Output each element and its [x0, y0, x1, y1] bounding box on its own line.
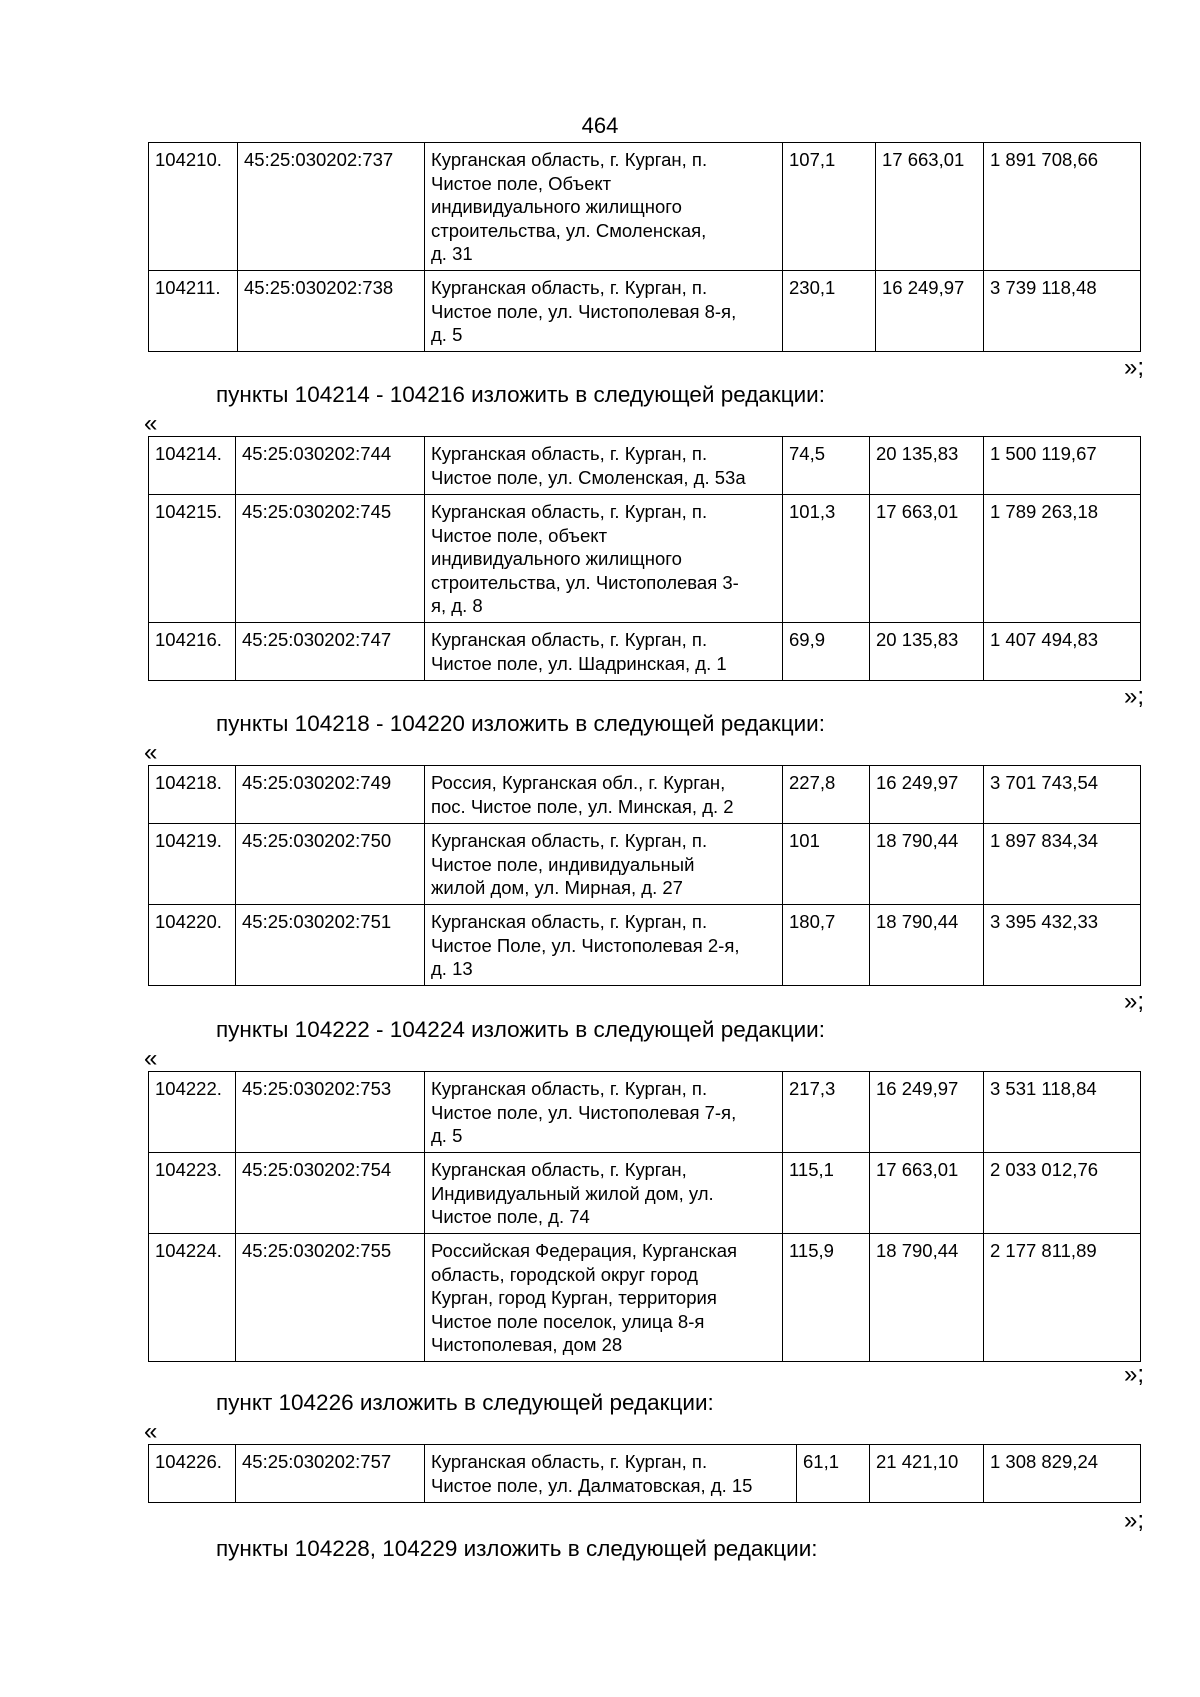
table-row: [149, 766, 1141, 824]
specific-value: 18 790,44: [870, 1234, 984, 1362]
specific-value: 18 790,44: [870, 824, 984, 905]
address: Курганская область, г. Курган, п. Чистое поле, ул. Далматовская, д. 15: [425, 1445, 797, 1503]
table-row: [149, 824, 1141, 905]
cadastral-value: 3 701 743,54: [984, 766, 1141, 824]
row-number: 104226.: [149, 1445, 236, 1503]
area: 115,1: [783, 1153, 870, 1234]
specific-value: 20 135,83: [870, 623, 984, 681]
row-number: 104214.: [149, 437, 236, 495]
specific-value: 18 790,44: [870, 905, 984, 986]
address: Курганская область, г. Курган, п. Чистое поле, Объект индивидуального жилищного строительства, ул. Смоленская, д. 31: [425, 143, 783, 271]
cadastral-number: 45:25:030202:749: [236, 766, 425, 824]
specific-value: 17 663,01: [870, 1153, 984, 1234]
address: Курганская область, г. Курган, п. Чистое поле, объект индивидуального жилищного строительства, ул. Чистополевая 3- я, д. 8: [425, 495, 783, 623]
row-number: 104222.: [149, 1072, 236, 1153]
row-number: 104219.: [149, 824, 236, 905]
address: Курганская область, г. Курган, п. Чистое поле, индивидуальный жилой дом, ул. Мирная, д. 27: [425, 824, 783, 905]
closing-quote: »;: [1124, 1507, 1145, 1534]
table-row: [149, 1153, 1141, 1234]
table-row: [149, 1445, 1141, 1503]
opening-quote: «: [144, 1045, 158, 1072]
cadastral-number: 45:25:030202:745: [236, 495, 425, 623]
table-row: [149, 143, 1141, 271]
closing-quote: »;: [1124, 354, 1145, 381]
specific-value: 21 421,10: [870, 1445, 984, 1503]
cadastral-value: 1 897 834,34: [984, 824, 1141, 905]
cadastral-number: 45:25:030202:757: [236, 1445, 425, 1503]
specific-value: 17 663,01: [876, 143, 984, 271]
registry-table-1: [148, 142, 1141, 352]
opening-quote: «: [144, 1418, 158, 1445]
area: 180,7: [783, 905, 870, 986]
instruction-text: пункт 104226 изложить в следующей редакции:: [216, 1390, 714, 1415]
row-number: 104220.: [149, 905, 236, 986]
table-row: [149, 905, 1141, 986]
address: Курганская область, г. Курган, Индивидуальный жилой дом, ул. Чистое поле, д. 74: [425, 1153, 783, 1234]
cadastral-value: 2 177 811,89: [984, 1234, 1141, 1362]
address: Россия, Курганская обл., г. Курган, пос. Чистое поле, ул. Минская, д. 2: [425, 766, 783, 824]
registry-table-5: [148, 1444, 1141, 1503]
row-number: 104216.: [149, 623, 236, 681]
cadastral-number: 45:25:030202:754: [236, 1153, 425, 1234]
address: Курганская область, г. Курган, п. Чистое поле, ул. Смоленская, д. 53а: [425, 437, 783, 495]
row-number: 104224.: [149, 1234, 236, 1362]
registry-table-3: [148, 765, 1141, 986]
cadastral-number: 45:25:030202:738: [238, 271, 425, 352]
table-row: [149, 623, 1141, 681]
specific-value: 17 663,01: [870, 495, 984, 623]
specific-value: 16 249,97: [870, 766, 984, 824]
row-number: 104215.: [149, 495, 236, 623]
area: 217,3: [783, 1072, 870, 1153]
area: 74,5: [783, 437, 870, 495]
cadastral-value: 1 308 829,24: [984, 1445, 1141, 1503]
area: 101: [783, 824, 870, 905]
instruction-text: пункты 104228, 104229 изложить в следующей редакции:: [216, 1536, 818, 1561]
area: 227,8: [783, 766, 870, 824]
table-row: [149, 495, 1141, 623]
row-number: 104211.: [149, 271, 238, 352]
cadastral-value: 3 739 118,48: [984, 271, 1141, 352]
closing-quote: »;: [1124, 988, 1145, 1015]
address: Российская Федерация, Курганская область, городской округ город Курган, город Курган, территория Чистое поле поселок, улица 8-я Чистополевая, дом 28: [425, 1234, 783, 1362]
registry-table-2: [148, 436, 1141, 681]
cadastral-value: 1 500 119,67: [984, 437, 1141, 495]
specific-value: 20 135,83: [870, 437, 984, 495]
address: Курганская область, г. Курган, п. Чистое поле, ул. Чистополевая 8-я, д. 5: [425, 271, 783, 352]
area: 69,9: [783, 623, 870, 681]
cadastral-number: 45:25:030202:755: [236, 1234, 425, 1362]
table-row: [149, 1234, 1141, 1362]
table-row: [149, 437, 1141, 495]
specific-value: 16 249,97: [870, 1072, 984, 1153]
address: Курганская область, г. Курган, п. Чистое Поле, ул. Чистополевая 2-я, д. 13: [425, 905, 783, 986]
cadastral-value: 3 395 432,33: [984, 905, 1141, 986]
cadastral-number: 45:25:030202:750: [236, 824, 425, 905]
cadastral-value: 2 033 012,76: [984, 1153, 1141, 1234]
cadastral-number: 45:25:030202:737: [238, 143, 425, 271]
area: 101,3: [783, 495, 870, 623]
registry-table-4: [148, 1071, 1141, 1362]
table-row: [149, 1072, 1141, 1153]
area: 107,1: [783, 143, 876, 271]
address: Курганская область, г. Курган, п. Чистое поле, ул. Чистополевая 7-я, д. 5: [425, 1072, 783, 1153]
page-number: 464: [581, 113, 619, 138]
cadastral-number: 45:25:030202:747: [236, 623, 425, 681]
cadastral-value: 3 531 118,84: [984, 1072, 1141, 1153]
address: Курганская область, г. Курган, п. Чистое поле, ул. Шадринская, д. 1: [425, 623, 783, 681]
row-number: 104210.: [149, 143, 238, 271]
row-number: 104218.: [149, 766, 236, 824]
closing-quote: »;: [1124, 1361, 1145, 1388]
opening-quote: «: [144, 739, 158, 766]
cadastral-number: 45:25:030202:751: [236, 905, 425, 986]
instruction-text: пункты 104214 - 104216 изложить в следующей редакции:: [216, 382, 826, 407]
cadastral-number: 45:25:030202:744: [236, 437, 425, 495]
specific-value: 16 249,97: [876, 271, 984, 352]
cadastral-value: 1 891 708,66: [984, 143, 1141, 271]
opening-quote: «: [144, 410, 158, 437]
area: 115,9: [783, 1234, 870, 1362]
area: 230,1: [783, 271, 876, 352]
cadastral-value: 1 789 263,18: [984, 495, 1141, 623]
instruction-text: пункты 104222 - 104224 изложить в следующей редакции:: [216, 1017, 826, 1042]
area: 61,1: [797, 1445, 870, 1503]
closing-quote: »;: [1124, 683, 1145, 710]
instruction-text: пункты 104218 - 104220 изложить в следующей редакции:: [216, 711, 826, 736]
cadastral-value: 1 407 494,83: [984, 623, 1141, 681]
table-row: [149, 271, 1141, 352]
row-number: 104223.: [149, 1153, 236, 1234]
cadastral-number: 45:25:030202:753: [236, 1072, 425, 1153]
